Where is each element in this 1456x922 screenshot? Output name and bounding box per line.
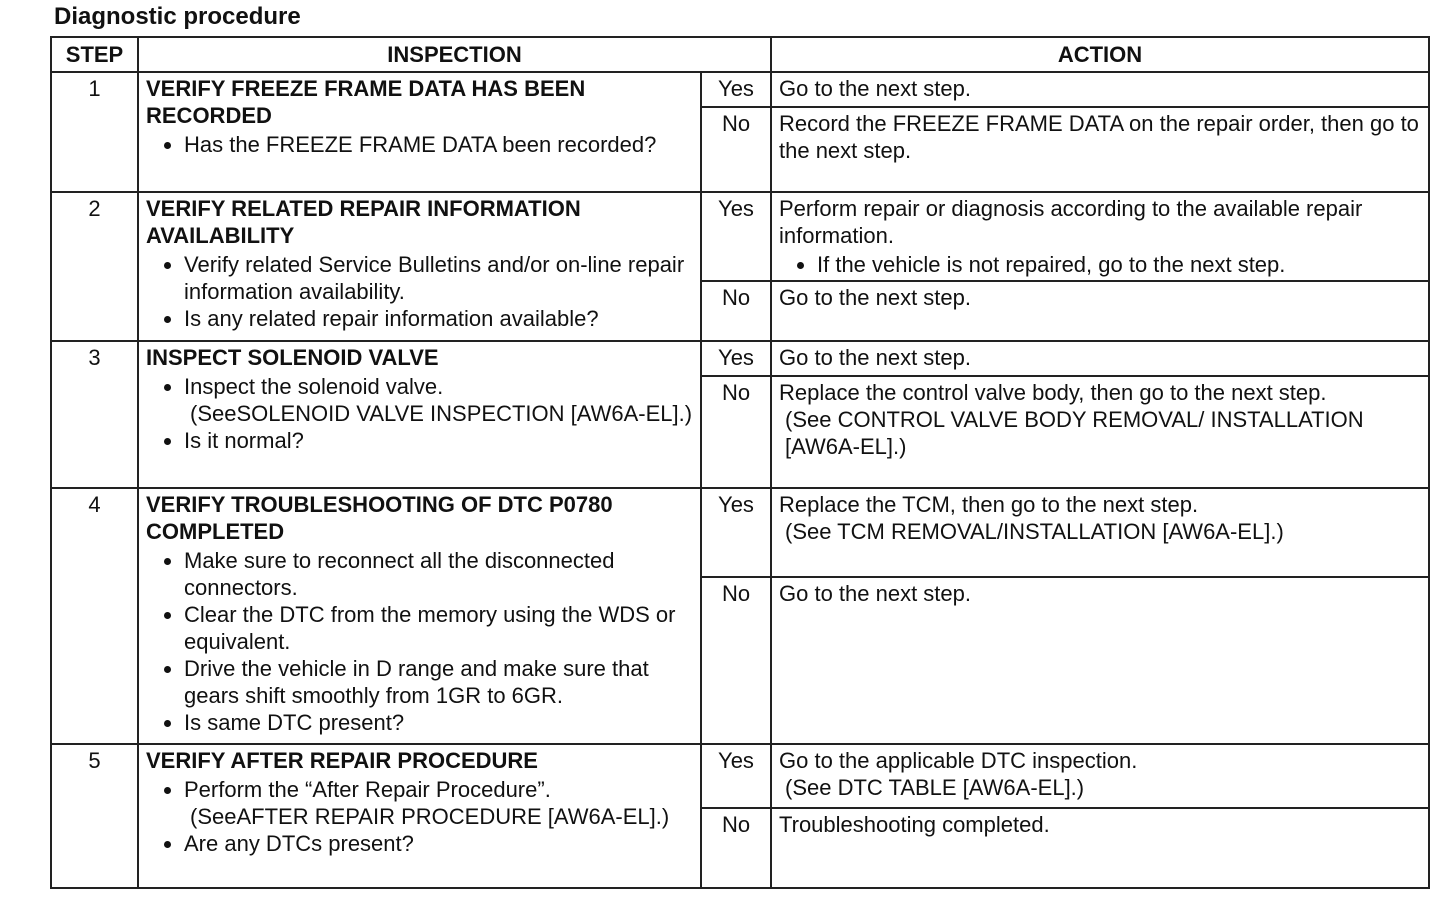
step-number: 3 bbox=[51, 341, 138, 488]
inspection-bullets bbox=[146, 373, 693, 454]
action-note: (See TCM REMOVAL/INSTALLATION [AW6A-EL].) bbox=[785, 519, 1284, 544]
inspection-cell bbox=[138, 341, 701, 488]
inspection-bullet: • Verify related Service Bulletins and/or on-line repair information availability. bbox=[184, 251, 693, 305]
inspection-title: INSPECT SOLENOID VALVE bbox=[146, 345, 439, 370]
inspection-note: (SeeSOLENOID VALVE INSPECTION [AW6A-EL].) bbox=[190, 401, 693, 426]
step-number: 1 bbox=[51, 72, 138, 192]
action-bullet: • If the vehicle is not repaired, go to the next step. bbox=[817, 251, 1421, 278]
inspection-bullet: • Drive the vehicle in D range and make sure that gears shift smoothly from 1GR to 6GR. bbox=[184, 655, 693, 709]
inspection-title: VERIFY RELATED REPAIR INFORMATION AVAILABILITY bbox=[146, 196, 581, 248]
diagnostic-procedure-table bbox=[50, 36, 1430, 889]
yes-action: Go to the next step. bbox=[771, 72, 1429, 107]
step-number: 2 bbox=[51, 192, 138, 341]
header-row bbox=[51, 37, 1429, 72]
yes-action: Perform repair or diagnosis according to the available repair information. • If the vehicle is not repaired, go to the next step. bbox=[771, 192, 1429, 281]
yes-label: Yes bbox=[701, 488, 771, 577]
step-row-yes bbox=[51, 744, 1429, 808]
action-bullets bbox=[779, 251, 1421, 278]
inspection-cell bbox=[138, 744, 701, 888]
no-action: Go to the next step. bbox=[771, 577, 1429, 744]
inspection-bullet: • Perform the “After Repair Procedure”. (SeeAFTER REPAIR PROCEDURE [AW6A-EL].) bbox=[184, 776, 693, 830]
no-label: No bbox=[701, 107, 771, 192]
inspection-bullets bbox=[146, 776, 693, 857]
header-action: ACTION bbox=[771, 37, 1429, 72]
action-note: (See DTC TABLE [AW6A-EL].) bbox=[785, 775, 1085, 800]
step-row-yes bbox=[51, 488, 1429, 577]
inspection-bullet: • Is any related repair information available? bbox=[184, 305, 693, 332]
inspection-cell bbox=[138, 72, 701, 192]
yes-label: Yes bbox=[701, 341, 771, 376]
yes-label: Yes bbox=[701, 744, 771, 808]
inspection-bullets bbox=[146, 251, 693, 332]
inspection-note: (SeeAFTER REPAIR PROCEDURE [AW6A-EL].) bbox=[190, 804, 670, 829]
yes-label: Yes bbox=[701, 192, 771, 281]
no-action: Replace the control valve body, then go to the next step. (See CONTROL VALVE BODY REMOVAL/ INSTALLATION [AW6A-EL].) bbox=[771, 376, 1429, 488]
yes-action: Go to the applicable DTC inspection. (See DTC TABLE [AW6A-EL].) bbox=[771, 744, 1429, 808]
inspection-bullet: • Inspect the solenoid valve. (SeeSOLENOID VALVE INSPECTION [AW6A-EL].) bbox=[184, 373, 693, 427]
inspection-bullet: • Is same DTC present? bbox=[184, 709, 693, 736]
step-row-yes bbox=[51, 192, 1429, 281]
no-label: No bbox=[701, 808, 771, 888]
inspection-bullet: • Make sure to reconnect all the disconnected connectors. bbox=[184, 547, 693, 601]
inspection-cell bbox=[138, 192, 701, 341]
inspection-bullet: • Is it normal? bbox=[184, 427, 693, 454]
no-label: No bbox=[701, 577, 771, 744]
inspection-title: VERIFY AFTER REPAIR PROCEDURE bbox=[146, 748, 538, 773]
no-label: No bbox=[701, 281, 771, 341]
no-label: No bbox=[701, 376, 771, 488]
header-inspection: INSPECTION bbox=[138, 37, 771, 72]
inspection-bullet: • Clear the DTC from the memory using the WDS or equivalent. bbox=[184, 601, 693, 655]
no-action: Record the FREEZE FRAME DATA on the repair order, then go to the next step. bbox=[771, 107, 1429, 192]
inspection-bullet: • Are any DTCs present? bbox=[184, 830, 693, 857]
inspection-title: VERIFY FREEZE FRAME DATA HAS BEEN RECORDED bbox=[146, 76, 586, 128]
no-action: Go to the next step. bbox=[771, 281, 1429, 341]
action-note: (See CONTROL VALVE BODY REMOVAL/ INSTALLATION [AW6A-EL].) bbox=[785, 407, 1364, 459]
inspection-title: VERIFY TROUBLESHOOTING OF DTC P0780 COMPLETED bbox=[146, 492, 613, 544]
no-action: Troubleshooting completed. bbox=[771, 808, 1429, 888]
step-number: 5 bbox=[51, 744, 138, 888]
page-title: Diagnostic procedure bbox=[54, 3, 301, 30]
step-row-yes bbox=[51, 341, 1429, 376]
header-step: STEP bbox=[51, 37, 138, 72]
inspection-bullets bbox=[146, 131, 693, 158]
inspection-bullets bbox=[146, 547, 693, 736]
step-row-yes bbox=[51, 72, 1429, 107]
inspection-bullet: • Has the FREEZE FRAME DATA been recorded? bbox=[184, 131, 693, 158]
yes-action: Replace the TCM, then go to the next step. (See TCM REMOVAL/INSTALLATION [AW6A-EL].) bbox=[771, 488, 1429, 577]
yes-label: Yes bbox=[701, 72, 771, 107]
inspection-cell bbox=[138, 488, 701, 744]
step-number: 4 bbox=[51, 488, 138, 744]
yes-action: Go to the next step. bbox=[771, 341, 1429, 376]
